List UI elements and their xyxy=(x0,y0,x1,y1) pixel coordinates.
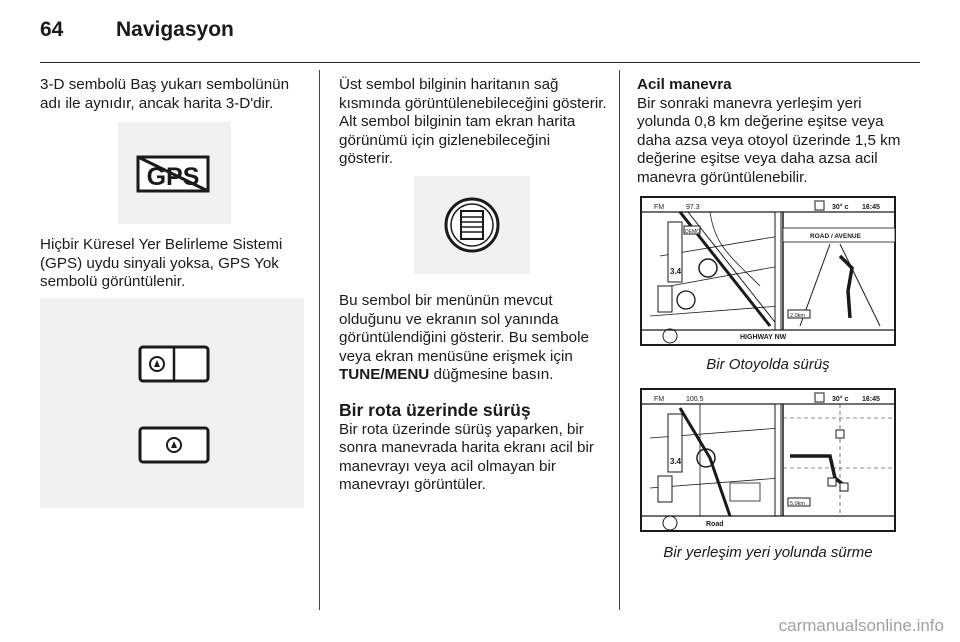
column-divider-1 xyxy=(319,70,320,610)
highway-map-illustration xyxy=(640,196,896,346)
caption-highway: Bir Otoyolda sürüş xyxy=(706,356,830,373)
map1-radio: FM xyxy=(654,204,665,211)
paragraph-urgent-maneuver: Bir sonraki manevra yerleşim yeri yolunda 0,8 km değerine eşitse veya daha azsa veya otoyol üzerinde 1,5 km değerine eşitse veya daha azsa acil manevra görüntülenebilir. xyxy=(637,94,901,186)
gps-icon-label: GPS xyxy=(146,163,200,191)
map1-temp: 30° c xyxy=(832,204,849,211)
map1-time: 16:45 xyxy=(862,204,880,211)
heading-urgent-maneuver: Acil manevra xyxy=(637,76,732,93)
column-1 xyxy=(40,76,308,113)
map2-distance: 5.0km xyxy=(790,501,805,507)
column-3 xyxy=(637,76,907,187)
page-number: 64 xyxy=(40,18,64,41)
section-heading-route: Bir rota üzerinde sürüş xyxy=(339,399,531,420)
tune-menu-button-name: TUNE/MENU xyxy=(339,366,430,383)
column-divider-2 xyxy=(619,70,620,610)
split-screen-icon xyxy=(40,298,304,508)
page-title: Navigasyon xyxy=(116,18,234,41)
map1-road-sign: ROAD / AVENUE xyxy=(810,233,861,240)
map1-bottom-road: HIGHWAY NW xyxy=(740,334,787,341)
watermark: carmanualsonline.info xyxy=(778,616,944,635)
column-2-lower xyxy=(339,292,607,495)
menu-text-pre: Bu sembol bir menünün mevcut olduğunu ve ekranın sol yanında görüntülendiğini gösterir. Bu sembole veya ekran menüsüne erişmek için xyxy=(339,292,589,365)
column-1-lower xyxy=(40,236,308,292)
paragraph-no-gps: Hiçbir Küresel Yer Belirleme Sistemi (GPS) uydu sinyali yoksa, GPS Yok sembolü görüntülenir. xyxy=(40,236,283,290)
map2-time: 16:45 xyxy=(862,396,880,403)
map1-dist-left: 3.4 xyxy=(670,267,682,276)
menu-list-icon xyxy=(414,176,530,274)
map-split-icons-panel xyxy=(40,298,304,508)
paragraph-3d-symbol: 3-D sembolü Baş yukarı sembolünün adı ile aynıdır, ancak harita 3-D'dir. xyxy=(40,76,290,112)
map1-demo: DEMO xyxy=(685,229,700,235)
column-2 xyxy=(339,76,607,169)
paragraph-route-driving: Bir rota üzerinde sürüş yaparken, bir sonra manevrada harita ekranı acil bir manevrayı veya acil olmayan bir manevrayı görüntüler. xyxy=(339,420,594,493)
gps-icon xyxy=(118,122,231,224)
residential-map-illustration xyxy=(640,388,896,532)
map2-freq: 100.5 xyxy=(686,396,704,403)
map2-bottom-road: Road xyxy=(706,521,724,528)
caption-residential: Bir yerleşim yeri yolunda sürme xyxy=(663,544,873,561)
paragraph-menu-symbol xyxy=(339,292,607,385)
menu-text-post: düğmesine basın. xyxy=(429,366,554,383)
map-residential-screen xyxy=(640,388,896,532)
map1-freq: 97.3 xyxy=(686,204,700,211)
gps-icon-panel xyxy=(118,122,231,224)
map2-dist-left: 3.4 xyxy=(670,457,682,466)
header-rule xyxy=(40,62,920,63)
paragraph-top-symbol: Üst sembol bilginin haritanın sağ kısmında görüntülenebileceğini gösterir. Alt sembol bilginin tam ekran harita görünümü için gizlenebileceğini gösterir. xyxy=(339,76,607,167)
menu-icon-panel xyxy=(414,176,530,274)
map-highway-screen xyxy=(640,196,896,346)
map2-radio: FM xyxy=(654,396,665,403)
map2-temp: 30° c xyxy=(832,396,849,403)
map1-distance: 2.0km xyxy=(790,313,805,319)
